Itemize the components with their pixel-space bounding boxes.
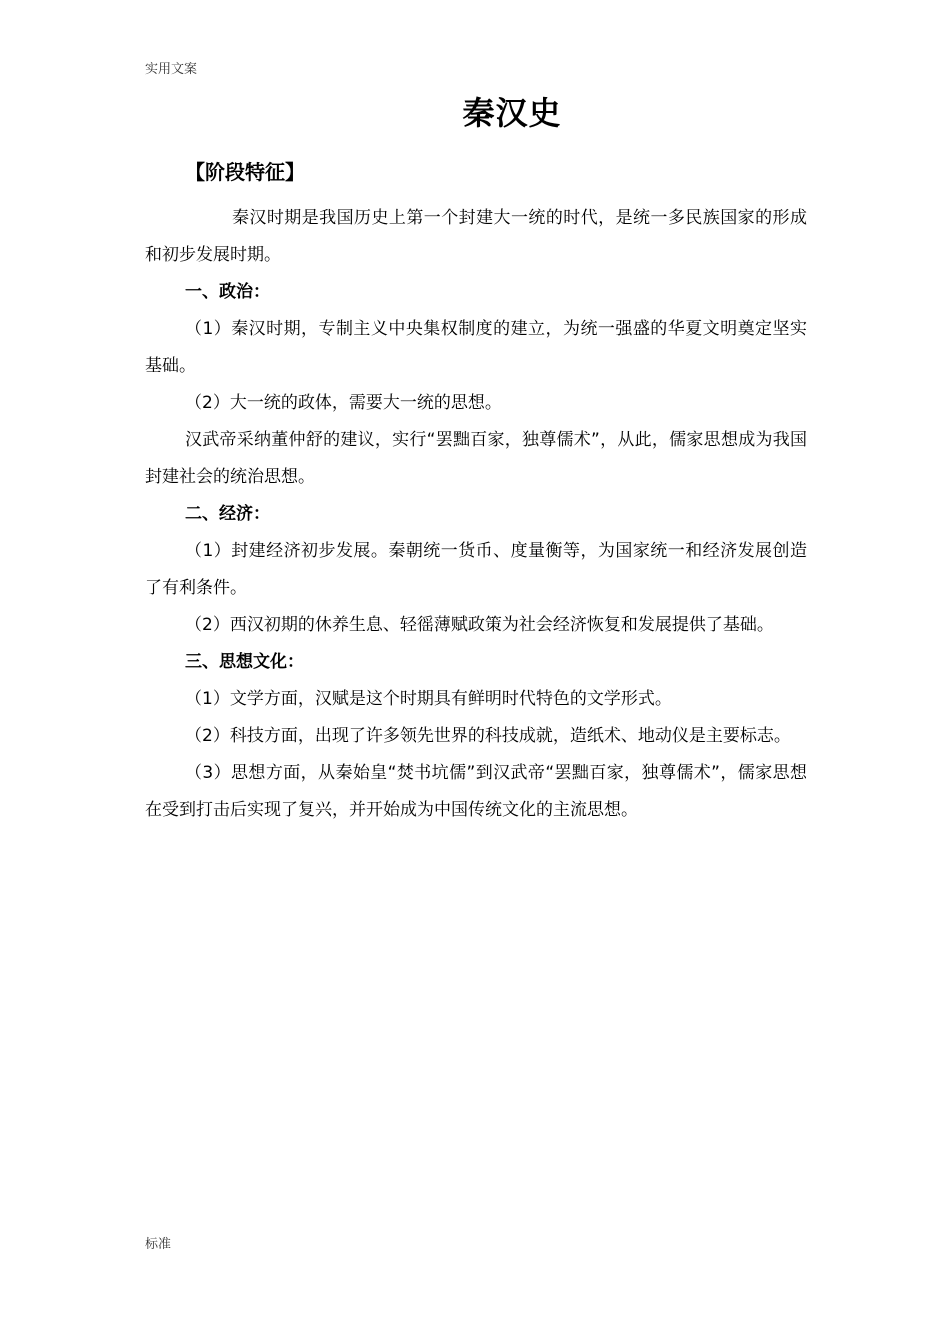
economy-point-1: （1）封建经济初步发展。秦朝统一货币、度量衡等，为国家统一和经济发展创造了有利条件。: [145, 541, 807, 598]
culture-point-3: （3）思想方面，从秦始皇“焚书坑儒”到汉武帝“罢黜百家，独尊儒术”，儒家思想在受到打击后实现了复兴，并开始成为中国传统文化的主流思想。: [145, 763, 807, 820]
politics-heading: 一、政治：: [185, 282, 270, 302]
culture-point-1: （1）文学方面，汉赋是这个时期具有鲜明时代特色的文学形式。: [185, 689, 672, 709]
intro-paragraph: 秦汉时期是我国历史上第一个封建大一统的时代，是统一多民族国家的形成和初步发展时期。: [145, 208, 807, 265]
culture-point-2: （2）科技方面，出现了许多领先世界的科技成就，造纸术、地动仪是主要标志。: [185, 726, 791, 746]
page-footer-text: 标准: [145, 1237, 172, 1252]
economy-point-2: （2）西汉初期的休养生息、轻徭薄赋政策为社会经济恢复和发展提供了基础。: [185, 615, 774, 635]
section-heading: 【阶段特征】: [185, 160, 305, 184]
economy-heading: 二、经济：: [185, 504, 270, 524]
politics-point-2: （2）大一统的政体，需要大一统的思想。: [185, 393, 502, 413]
document-body: [145, 200, 807, 829]
document-title: 秦汉史: [462, 94, 562, 132]
page-header-text: 实用文案: [145, 62, 198, 77]
politics-point-1: （1）秦汉时期，专制主义中央集权制度的建立，为统一强盛的华夏文明奠定坚实基础。: [145, 319, 807, 376]
culture-heading: 三、思想文化：: [185, 652, 304, 672]
politics-point-2-detail: 汉武帝采纳董仲舒的建议，实行“罢黜百家，独尊儒术”，从此，儒家思想成为我国封建社会的统治思想。: [145, 430, 807, 487]
